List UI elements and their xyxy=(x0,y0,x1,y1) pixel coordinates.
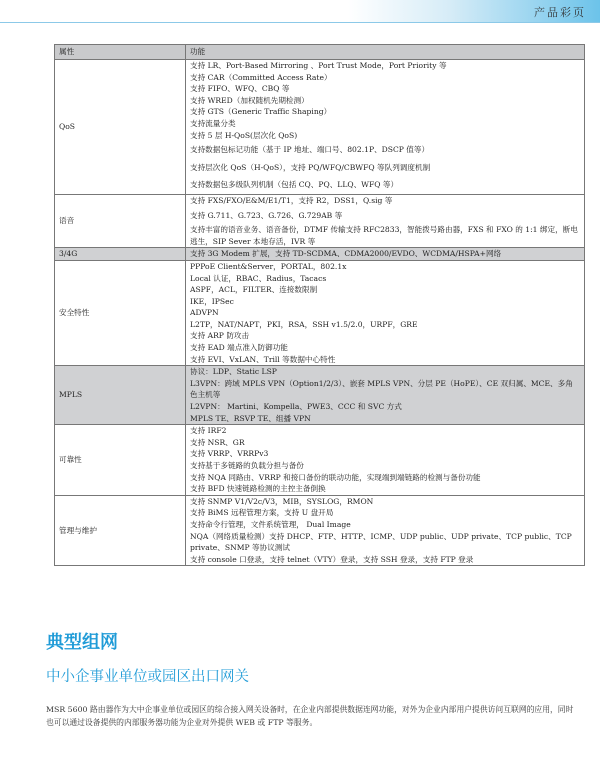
function-line: 支持 EAD 端点准入防御功能 xyxy=(190,343,288,353)
function-cell xyxy=(186,60,585,195)
function-line: PPPoE Client&Server，PORTAL，802.1x xyxy=(190,261,347,271)
function-line: 支持 VRRP、VRRPv3 xyxy=(190,449,269,459)
function-line: 支持 SNMP V1/V2c/V3，MIB，SYSLOG，RMON xyxy=(190,496,374,506)
attribute-cell: QoS xyxy=(55,60,186,195)
function-cell xyxy=(186,248,585,261)
function-line: 支持 G.711、G.723、G.726、G.729AB 等 xyxy=(190,210,343,220)
function-line: 支持命令行管理，文件系统管理， Dual Image xyxy=(190,519,351,529)
function-cell xyxy=(186,194,585,247)
function-line: 支持 NQA 同路由、VRRP 和接口备份的联动功能，实现端到端链路的检测与备份功能 xyxy=(190,472,481,482)
function-line: 支持数据包多级队列机制（包括 CQ、PQ、LLQ、WFQ 等） xyxy=(190,180,399,190)
function-line: 支持 IRF2 xyxy=(190,426,227,436)
function-line: 支持 FIFO、WFQ、CBQ 等 xyxy=(190,84,290,94)
function-line: 支持流量分类 xyxy=(190,118,236,128)
function-line: 支持 5 层 H-QoS(层次化 QoS) xyxy=(190,130,298,140)
spec-table xyxy=(54,44,585,566)
table-row xyxy=(55,60,585,195)
column-header-function: 功能 xyxy=(186,45,585,60)
attribute-cell: 3/4G xyxy=(55,248,186,261)
function-line: Local 认证，RBAC、Radius，Tacacs xyxy=(190,273,327,283)
header-banner xyxy=(0,0,600,22)
function-cell xyxy=(186,366,585,425)
function-line: 支持 BiMS 远程管理方案，支持 U 盘开局 xyxy=(190,508,334,518)
function-line: MPLS TE、RSVP TE、组播 VPN xyxy=(190,413,311,423)
function-line: 支持 ARP 防攻击 xyxy=(190,331,250,341)
function-line: L3VPN：跨域 MPLS VPN（Option1/2/3）、嵌套 MPLS VPN、分层 PE（HoPE）、CE 双归属、MCE、多角色主机等 xyxy=(190,378,573,400)
attribute-cell: 语音 xyxy=(55,194,186,247)
function-cell xyxy=(186,425,585,496)
table-row xyxy=(55,194,585,247)
function-line: L2TP，NAT/NAPT，PKI，RSA，SSH v1.5/2.0，URPF，GRE xyxy=(190,319,418,329)
function-line: IKE，IPSec xyxy=(190,296,234,306)
function-line: 支持基于多链路的负载分担与备份 xyxy=(190,461,304,470)
function-line: 支持 NSR、GR xyxy=(190,437,245,447)
function-line: ASPF，ACL，FILTER、连接数限制 xyxy=(190,285,318,295)
function-line: 支持 LR、Port-Based Mirroring 、Port Trust Mode，Port Priority 等 xyxy=(190,61,447,70)
function-line: NQA（网络质量检测）支持 DHCP、FTP、HTTP、ICMP、UDP public、UDP private、TCP public、TCP private、SNMP 等协议测试 xyxy=(190,531,572,553)
section-paragraph: MSR 5600 路由器作为大中企事业单位或园区的综合接入网关设备时，在企业内部提供数据连网功能，对外为企业内部用户提供访问互联网的应用，同时也可以通过设备提供的内部服务器功能为企业对外提供 WEB 或 FTP 等服务。 xyxy=(46,705,574,727)
function-line: 支持层次化 QoS（H-QoS），支持 PQ/WFQ/CBWFQ 等队列调度机制 xyxy=(190,162,431,172)
function-line: 支持数据包标记功能（基于 IP 地址、端口号、802.1P、DSCP 值等） xyxy=(190,145,430,155)
table-header-row xyxy=(55,45,585,60)
function-line: 支持 FXS/FXO/E&M/E1/T1，支持 R2，DSS1，Q.sig 等 xyxy=(190,195,393,205)
attribute-cell: 安全特性 xyxy=(55,260,186,365)
function-line: 支持 EVI、VxLAN、Trill 等数据中心特性 xyxy=(190,354,336,364)
function-line: 支持 3G Modem 扩展，支持 TD-SCDMA、CDMA2000/EVDO、WCDMA/HSPA+网络 xyxy=(190,249,502,259)
table-row xyxy=(55,366,585,425)
function-cell xyxy=(186,260,585,365)
function-line: ADVPN xyxy=(190,308,219,318)
column-header-attribute: 属性 xyxy=(55,45,186,60)
header-title: 产品彩页 xyxy=(534,6,586,19)
table-row xyxy=(55,260,585,365)
function-cell xyxy=(186,495,585,566)
attribute-cell: 可靠性 xyxy=(55,425,186,496)
function-line: 支持 console 口登录，支持 telnet（VTY）登录，支持 SSH 登录，支持 FTP 登录 xyxy=(190,554,474,564)
table-row xyxy=(55,495,585,566)
section-title: 典型组网 xyxy=(46,632,118,653)
function-line: 支持 WRED（加权随机先期检测） xyxy=(190,95,309,105)
function-line: L2VPN： Martini、Kompella、PWE3、CCC 和 SVC 方式 xyxy=(190,402,402,412)
function-line: 支持 GTS（Generic Traffic Shaping） xyxy=(190,107,332,117)
table-row xyxy=(55,425,585,496)
table-row xyxy=(55,248,585,261)
function-line: 支持丰富的语音业务、语音备份，DTMF 传输支持 RFC2833，智能拨号路由器，FXS 和 FXO 的 1:1 绑定，断电逃生，SIP Sever 本地存活，IVR 等 xyxy=(190,225,578,246)
function-line: 支持 BFD 快速链路检测的主控主备倒换 xyxy=(190,484,326,494)
section-subtitle: 中小企事业单位或园区出口网关 xyxy=(46,669,249,685)
attribute-cell: MPLS xyxy=(55,366,186,425)
function-line: 支持 CAR（Committed Access Rate） xyxy=(190,72,332,82)
header-rule xyxy=(0,22,600,23)
function-line: 协议：LDP、Static LSP xyxy=(190,367,277,377)
attribute-cell: 管理与维护 xyxy=(55,495,186,566)
spec-table-body xyxy=(55,60,585,566)
